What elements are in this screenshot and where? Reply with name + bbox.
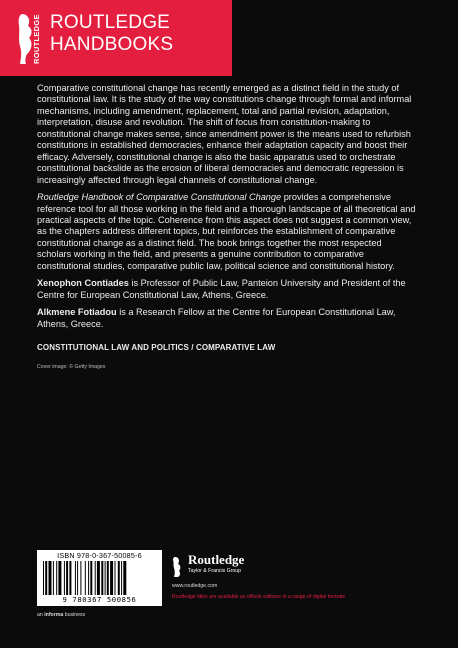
barcode-bar [115,561,116,595]
barcode-bar [56,561,57,595]
publisher-name: Routledge [188,552,245,567]
author-bio-1 [37,278,417,301]
barcode-bar [85,561,86,595]
author-bio-2-text: is a Research Fellow at the Centre for European Constitutional Law, Athens, Greece. [37,307,396,329]
routledge-publisher-icon [172,556,184,578]
barcode-bar [69,561,71,595]
book-title-italic: Routledge Handbook of Comparative Constitutional Change [37,192,282,203]
informa-word: informa [44,612,64,618]
description-paragraph-2 [37,192,417,272]
informa-prefix: an [37,612,45,618]
cover-credit: Cover image: © Getty Images [37,363,106,370]
author-name-1: Xenophon Contiades [37,278,129,289]
ebook-availability-note: Routledge titles are available as eBook editions in a range of digital formats [172,594,346,600]
barcode-bar [45,561,47,595]
barcode-bar [58,561,61,595]
barcode-bar [64,561,65,595]
publisher-group: Taylor & Francis Group [188,568,242,574]
barcode-bar [118,561,120,595]
barcode-bar [53,561,54,595]
isbn-number: ISBN 978-0-367-50085-6 [57,551,142,560]
barcode-bar [95,561,96,595]
barcode-bar [75,561,76,595]
barcode-bar [49,561,52,595]
subject-category: CONSTITUTIONAL LAW AND POLITICS / COMPARATIVE LAW [37,343,276,353]
back-cover-text [37,83,417,373]
author-bio-2 [37,307,417,330]
brand-line-routledge: ROUTLEDGE [50,12,171,33]
author-name-2: Alkmene Fotiadou [37,307,117,318]
series-banner [0,0,232,76]
barcode-bar [80,561,81,595]
barcode-bar [66,561,68,595]
barcode-bar [121,561,122,595]
brand-line-handbooks: HANDBOOKS [50,34,174,55]
barcode-bar [43,561,44,595]
isbn-barcode-box [37,550,162,606]
informa-business-tag [37,612,85,618]
barcode-bar [77,561,78,595]
description-paragraph-2-rest: provides a comprehensive reference tool for all those working in the field and a thorough landscape of all theoretical and practical aspects of the topic. Coherence from this aspect does not suggest a common view, as the chapters address different topics, but reinforces the establishment of comparative constitutional change as a distinct field. The book brings together the most respected scholars working in the field, and presents a genuine contribution to comparative constitutional studies, comparative public law, political science and constitutional history. [37,192,416,271]
barcode-digits: 9 780367 500856 [62,595,137,604]
barcode-bar [97,561,100,595]
publisher-url[interactable]: www.routledge.com [172,583,218,589]
vertical-brand: ROUTLEDGE [32,14,41,64]
barcode-bar [90,561,92,595]
barcode-bar [110,561,113,595]
barcode-bar [105,561,106,595]
barcode-icon [41,561,158,595]
barcode-bar [107,561,109,595]
barcode-bar [123,561,126,595]
barcode-bar [101,561,103,595]
barcode-bar [88,561,89,595]
informa-suffix: business [63,612,86,618]
author-bio-1-text: is Professor of Public Law, Panteion University and President of the Centre for European Constitutional Law, Athens, Greece. [37,278,406,300]
description-paragraph-1: Comparative constitutional change has recently emerged as a distinct field in the study of constitutional law. It is the study of the way constitutions change through formal and informal mechanisms, including amendment, replacement, total and partial revision, adaptation, interpretation, disuse and revolution. The shift of focus from constitution-making to constitutional change makes sense, since amendment power is the means used to refurbish constitutions in established democracies, enhance their adaptation capacity and boost their efficacy. Adversely, constitutional change is also the basic apparatus used to orchestrate constitutional backslide as the erosion of liberal democracies and democratic regression is increasingly affected through legal channels of constitutional change. [37,83,412,185]
